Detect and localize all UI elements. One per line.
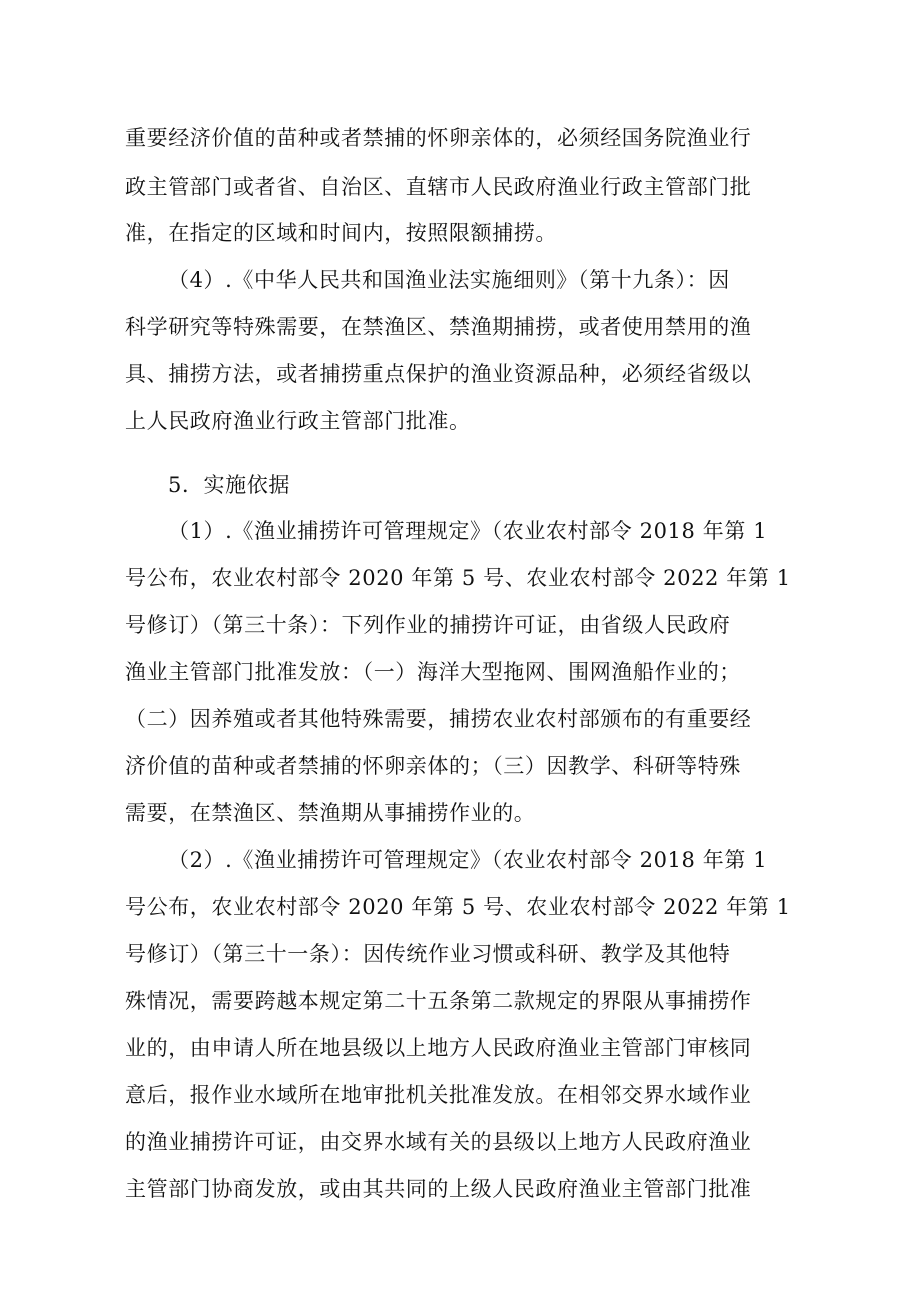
text-line: 需要，在禁渔区、禁渔期从事捕捞作业的。 bbox=[125, 801, 536, 825]
text-line: （1）.《渔业捕捞许可管理规定》（农业农村部令 2018 年第 1 bbox=[168, 519, 768, 543]
text-line: （4）.《中华人民共和国渔业法实施细则》（第十九条）：因 bbox=[168, 268, 730, 292]
text-line: 具、捕捞方法，或者捕捞重点保护的渔业资源品种，必须经省级以 bbox=[125, 362, 752, 386]
text-line: 济价值的苗种或者禁捕的怀卵亲体的；（三）因教学、科研等特殊 bbox=[125, 754, 741, 778]
text-line: 殊情况，需要跨越本规定第二十五条第二款规定的界限从事捕捞作 bbox=[125, 989, 752, 1013]
text-line: 业的，由申请人所在地县级以上地方人民政府渔业主管部门审核同 bbox=[125, 1036, 752, 1060]
text-line: 主管部门协商发放，或由其共同的上级人民政府渔业主管部门批准 bbox=[125, 1177, 752, 1201]
text-line: 的渔业捕捞许可证，由交界水域有关的县级以上地方人民政府渔业 bbox=[125, 1130, 752, 1154]
text-line: 意后，报作业水域所在地审批机关批准发放。在相邻交界水域作业 bbox=[125, 1083, 752, 1107]
text-line: （二）因养殖或者其他特殊需要，捕捞农业农村部颁布的有重要经 bbox=[125, 707, 752, 731]
text-line: 上人民政府渔业行政主管部门批准。 bbox=[125, 409, 471, 433]
text-line: 号公布，农业农村部令 2020 年第 5 号、农业农村部令 2022 年第 1 bbox=[125, 895, 791, 919]
text-line: 号修订）（第三十条）：下列作业的捕捞许可证，由省级人民政府 bbox=[125, 613, 731, 637]
text-line: 重要经济价值的苗种或者禁捕的怀卵亲体的，必须经国务院渔业行 bbox=[125, 126, 752, 150]
section-heading: 5．实施依据 bbox=[168, 473, 290, 497]
text-line: 政主管部门或者省、自治区、直辖市人民政府渔业行政主管部门批 bbox=[125, 175, 752, 199]
text-line: 准，在指定的区域和时间内，按照限额捕捞。 bbox=[125, 221, 557, 245]
text-line: 号修订）（第三十一条）：因传统作业习惯或科研、教学及其他特 bbox=[125, 942, 731, 966]
text-line: 科学研究等特殊需要，在禁渔区、禁渔期捕捞，或者使用禁用的渔 bbox=[125, 315, 752, 339]
text-line: （2）.《渔业捕捞许可管理规定》（农业农村部令 2018 年第 1 bbox=[168, 848, 768, 872]
text-line: 号公布，农业农村部令 2020 年第 5 号、农业农村部令 2022 年第 1 bbox=[125, 566, 791, 590]
text-line: 渔业主管部门批准发放：（一）海洋大型拖网、围网渔船作业的； bbox=[125, 660, 741, 684]
